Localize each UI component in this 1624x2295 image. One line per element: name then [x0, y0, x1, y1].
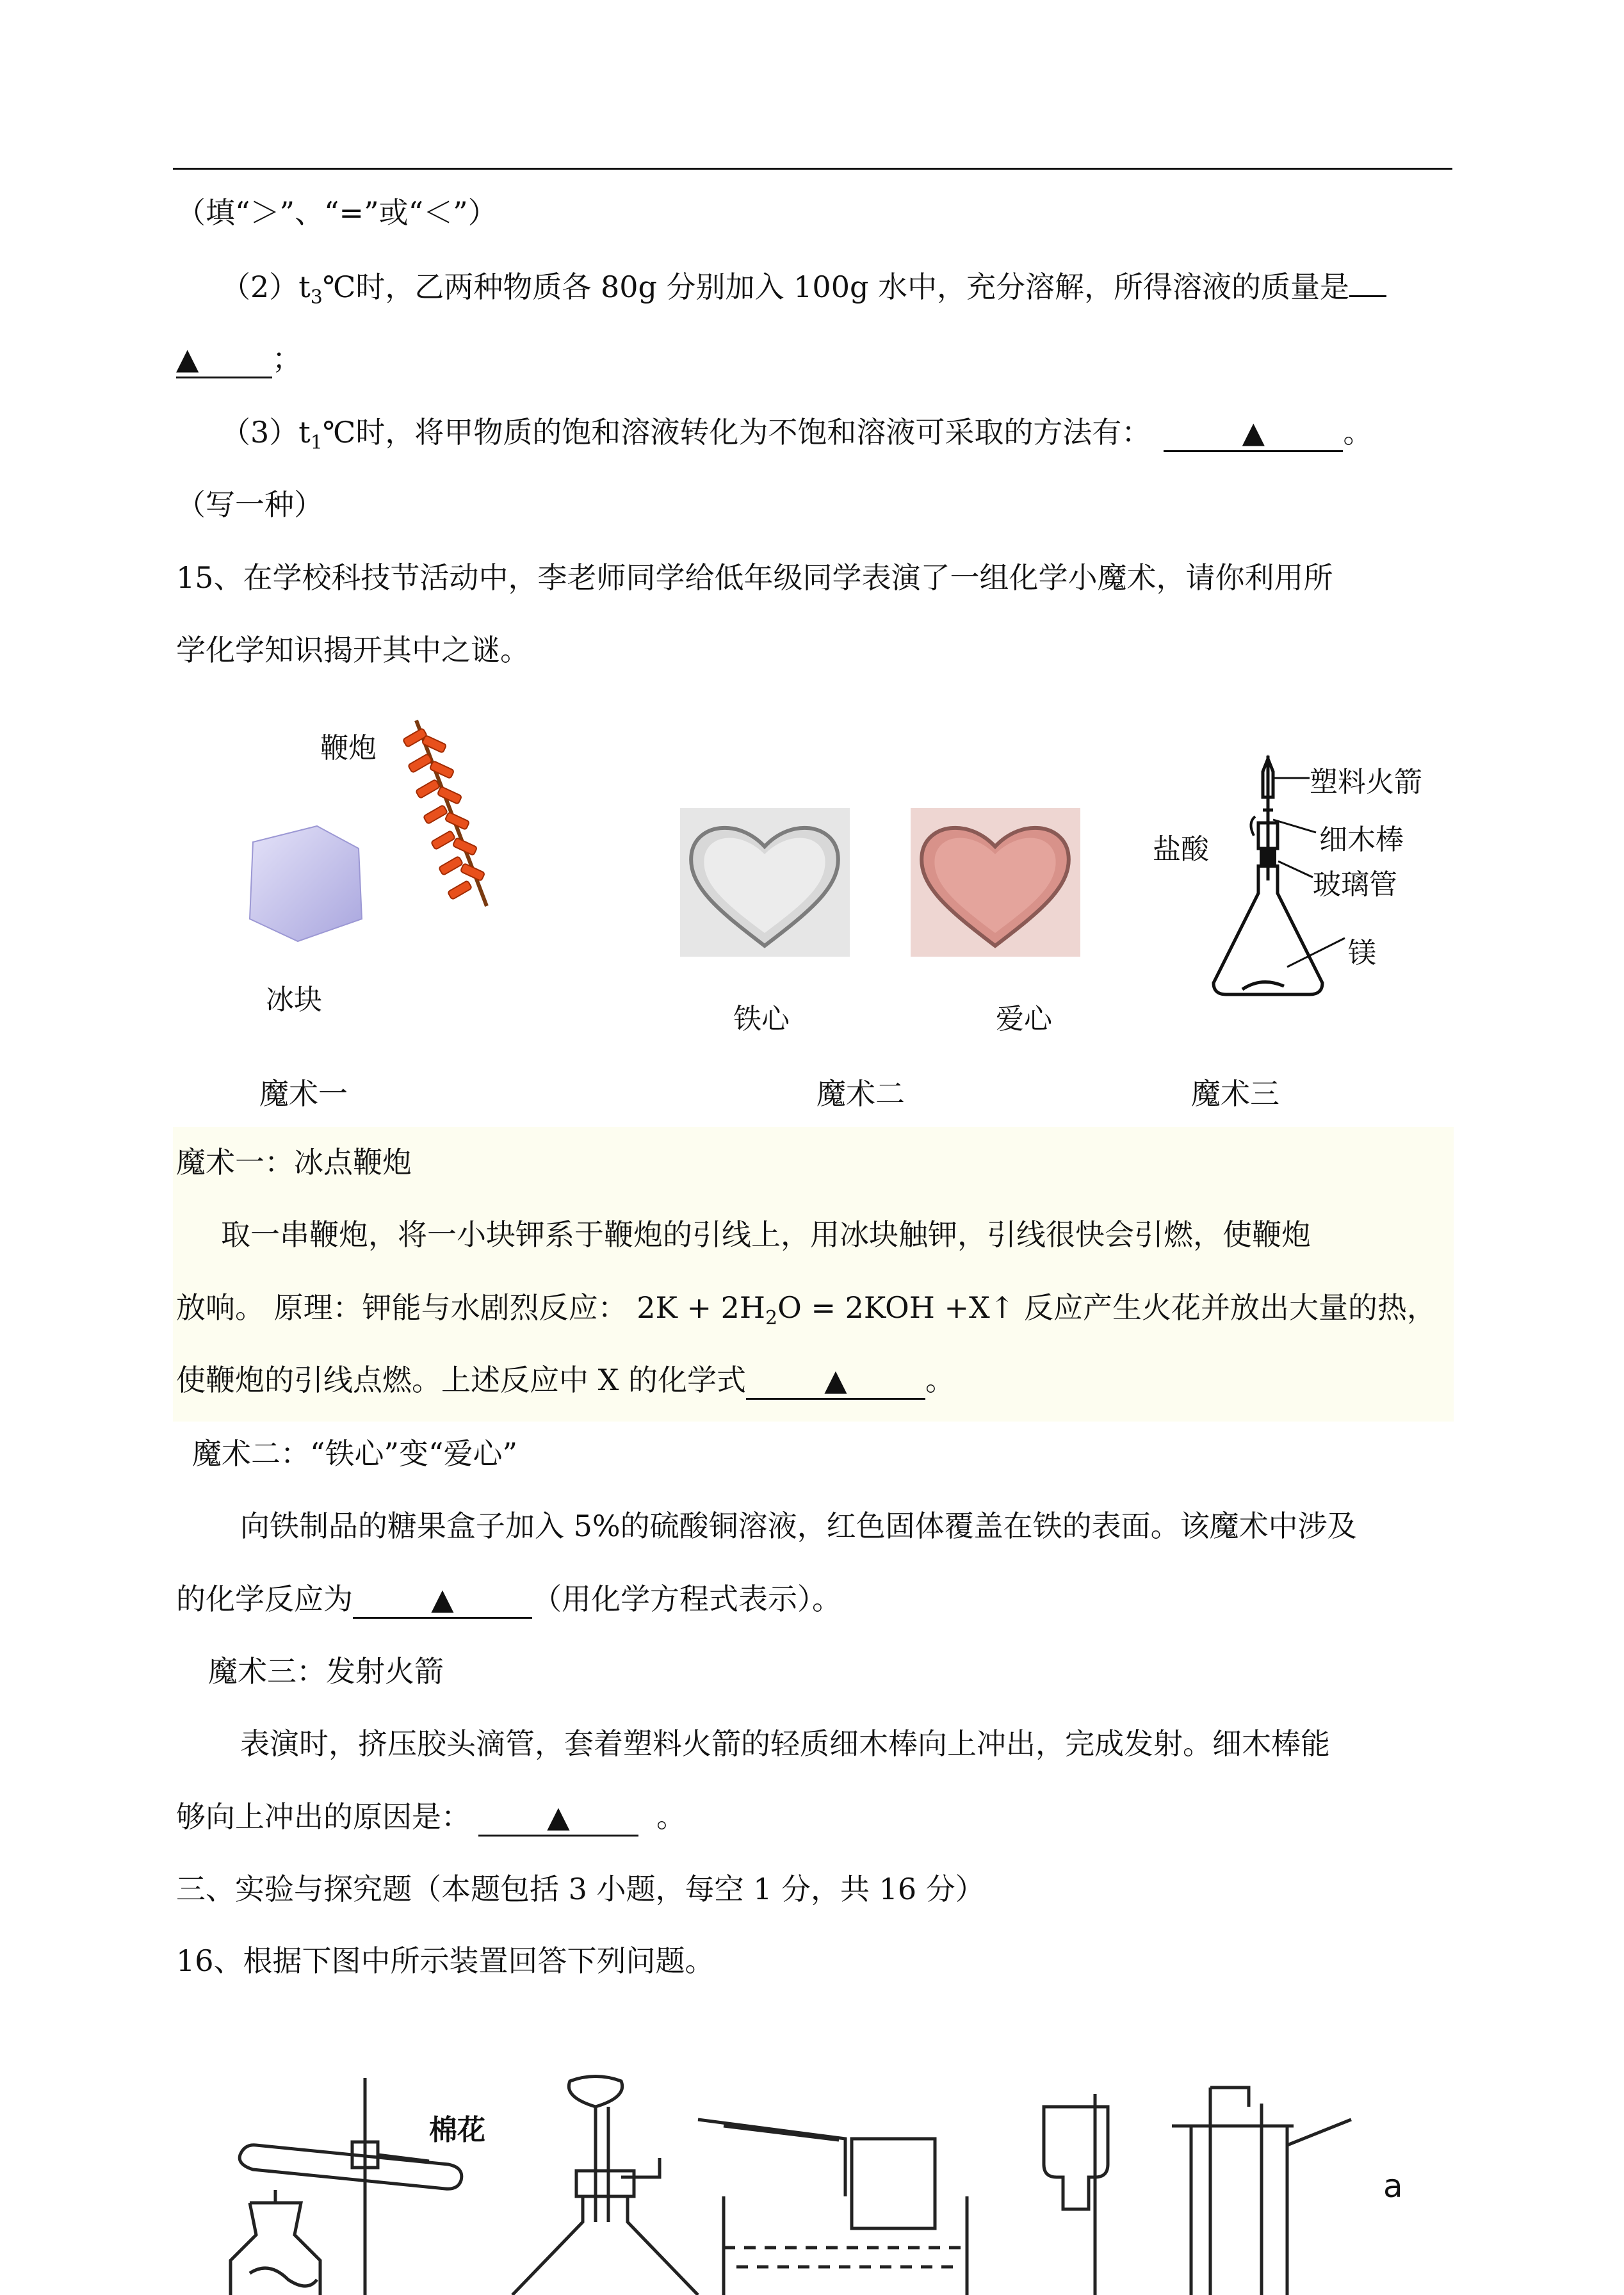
q14-part2-blank-line: ▲ ；	[176, 339, 302, 378]
magic1-line3: 使鞭炮的引线点燃。上述反应中 X 的化学式 ▲ 。	[176, 1361, 955, 1400]
section3-heading: 三、实验与探究题（本题包括 3 小题，每空 1 分，共 16 分）	[176, 1872, 985, 1906]
iron-heart-image	[680, 808, 850, 957]
magic2-title: 魔术二：“铁心”变“爱心”	[192, 1436, 518, 1471]
ice-cube-image	[240, 823, 368, 945]
magic3-line2: 够向上冲出的原因是： ▲ 。	[176, 1797, 686, 1837]
q14-part3-note: （写一种）	[176, 487, 323, 522]
magic3-title: 魔术三：发射火箭	[208, 1654, 444, 1689]
caption-magic1: 魔术一	[259, 1076, 348, 1111]
cotton-label: 棉花	[429, 2114, 485, 2146]
lab-apparatus-figure	[211, 2068, 1479, 2295]
q14-part3: $(3)t_1℃$时，将甲物质的饱和溶液转化为不饱和溶液可采取的方法有： ▲ 。	[221, 415, 1373, 455]
answer-blank[interactable]	[1349, 295, 1386, 297]
answer-blank[interactable]: ▲	[353, 1581, 532, 1619]
mg-label: 镁	[1348, 937, 1376, 969]
q15-line1: 15、在学校科技节活动中，李老师同学给低年级同学表演了一组化学小魔术，请你利用所	[176, 560, 1333, 595]
tube-a-label: a	[1383, 2168, 1403, 2205]
acid-label: 盐酸	[1153, 833, 1209, 866]
caption-magic2: 魔术二	[816, 1076, 905, 1111]
firecracker-label: 鞭炮	[320, 732, 377, 765]
q16-line1: 16、根据下图中所示装置回答下列问题。	[176, 1943, 715, 1978]
rocket-label: 塑料火箭	[1310, 766, 1422, 799]
magic2-line2: 的化学反应为 ▲ （用化学方程式表示）。	[176, 1580, 841, 1619]
love-heart-label: 爱心	[996, 1003, 1052, 1035]
tube-label: 玻璃管	[1313, 868, 1397, 901]
answer-blank[interactable]: ▲	[176, 341, 272, 378]
stick-label: 细木棒	[1319, 823, 1404, 856]
magic1-title: 魔术一：冰点鞭炮	[176, 1145, 412, 1180]
fill-hint: （填“＞”、“=”或“＜”）	[176, 195, 498, 230]
magic1-line2: 放响。 原理：钾能与水剧烈反应： $2K + 2H_2O = 2KOH$ +X↑ 反应产生火花并放出大量的热，	[176, 1290, 1436, 1330]
firecracker-image	[391, 714, 499, 919]
q14-part2: $(2)t_3℃$时，乙两种物质各 80g 分别加入 100g 水中，充分溶解，所得溶液的质量是	[221, 268, 1386, 317]
love-heart-image	[911, 808, 1080, 957]
magic1-line1: 取一串鞭炮，将一小块钾系于鞭炮的引线上，用冰块触钾，引线很快会引燃，使鞭炮	[221, 1217, 1311, 1252]
ice-label: 冰块	[266, 984, 322, 1016]
iron-heart-label: 铁心	[733, 1003, 790, 1035]
caption-magic3: 魔术三	[1191, 1076, 1279, 1111]
q15-line2: 学化学知识揭开其中之谜。	[176, 633, 530, 667]
header-rule	[173, 168, 1452, 170]
magic3-line1: 表演时，挤压胶头滴管，套着塑料火箭的轻质细木棒向上冲出，完成发射。细木棒能	[240, 1726, 1330, 1761]
magic2-line1: 向铁制品的糖果盒子加入 5%的硫酸铜溶液，红色固体覆盖在铁的表面。该魔术中涉及	[240, 1509, 1357, 1543]
answer-blank[interactable]: ▲	[746, 1362, 925, 1400]
answer-blank[interactable]: ▲	[1164, 414, 1343, 452]
answer-blank[interactable]: ▲	[478, 1799, 638, 1837]
